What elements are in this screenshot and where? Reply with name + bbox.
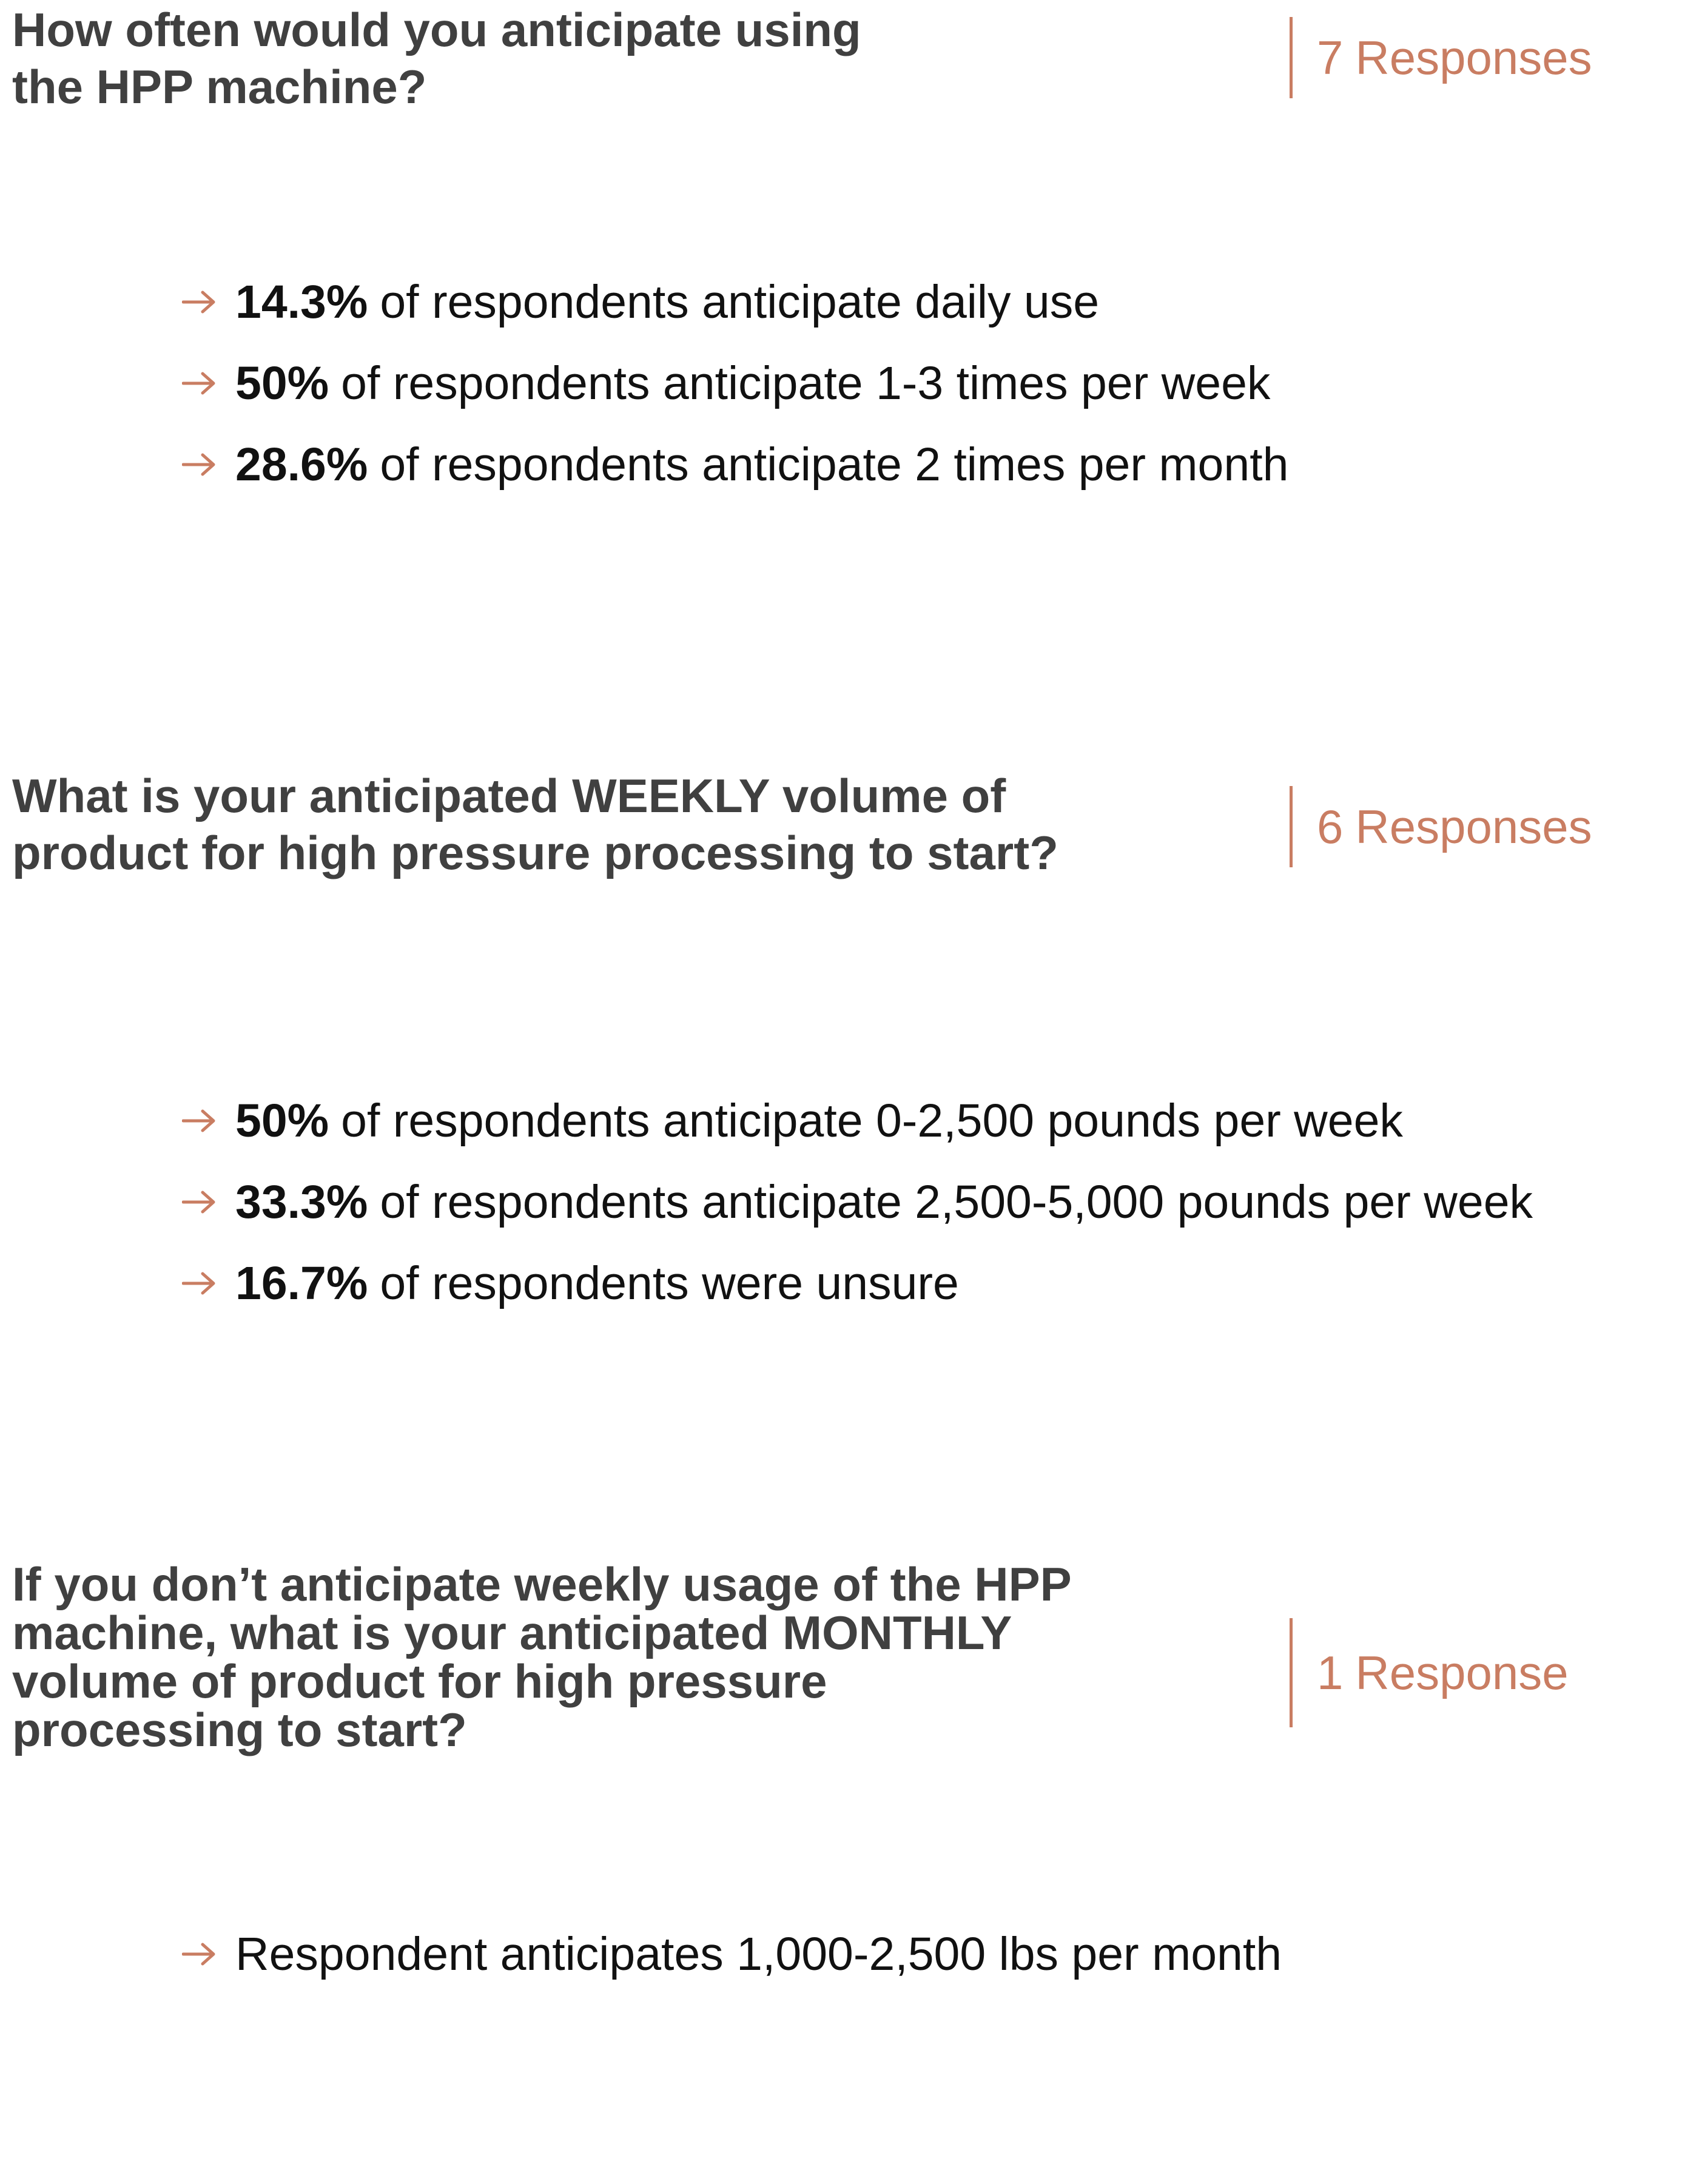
response-count: 7 (1317, 30, 1344, 84)
list-item (182, 1172, 1533, 1232)
response-label: Responses (1355, 30, 1592, 84)
percentage: 50% (235, 357, 329, 409)
response-count-badge-2 (1290, 786, 1592, 867)
response-count: 1 (1317, 1645, 1344, 1699)
list-item (182, 1924, 1282, 1984)
response-count: 6 (1317, 799, 1344, 853)
question-3-line-1: If you don’t anticipate weekly usage of the HPP (12, 1557, 1072, 1611)
percentage: 28.6% (235, 438, 368, 491)
item-text: of respondents anticipate daily use (380, 275, 1100, 328)
item-text: of respondents anticipate 2 times per month (380, 438, 1289, 491)
list-item (182, 1090, 1403, 1151)
item-text: of respondents anticipate 2,500-5,000 pounds per week (380, 1175, 1533, 1228)
question-2-line-1: What is your anticipated WEEKLY volume of (12, 769, 1006, 822)
response-count-badge-3 (1290, 1618, 1569, 1727)
arrow-right-icon (182, 290, 217, 314)
percentage: 33.3% (235, 1175, 368, 1228)
arrow-right-icon (182, 1109, 217, 1133)
question-2 (12, 767, 1058, 881)
item-text: of respondents anticipate 0-2,500 pounds per week (341, 1094, 1403, 1147)
item-text: Respondent anticipates 1,000-2,500 lbs per month (235, 1927, 1282, 1980)
list-item (182, 353, 1270, 414)
percentage: 50% (235, 1094, 329, 1147)
question-3-line-3: volume of product for high pressure (12, 1655, 827, 1708)
list-item (182, 272, 1099, 332)
arrow-right-icon (182, 1271, 217, 1295)
question-1-line-2: the HPP machine? (12, 60, 427, 113)
percentage: 14.3% (235, 275, 368, 328)
percentage: 16.7% (235, 1257, 368, 1309)
question-1 (12, 1, 861, 115)
item-text: of respondents were unsure (380, 1257, 959, 1309)
list-item (182, 434, 1288, 495)
question-3 (12, 1557, 1072, 1756)
list-item (182, 1253, 959, 1314)
arrow-right-icon (182, 1190, 217, 1214)
question-3-line-2: machine, what is your anticipated MONTHLY (12, 1606, 1012, 1659)
response-label: Response (1355, 1645, 1569, 1699)
question-3-line-4: processing to start? (12, 1703, 467, 1756)
question-1-line-1: How often would you anticipate using (12, 3, 861, 56)
response-count-badge-1 (1290, 17, 1592, 98)
item-text: of respondents anticipate 1-3 times per week (341, 357, 1271, 409)
question-2-line-2: product for high pressure processing to start? (12, 826, 1058, 879)
arrow-right-icon (182, 452, 217, 477)
arrow-right-icon (182, 371, 217, 395)
arrow-right-icon (182, 1942, 217, 1966)
response-label: Responses (1355, 799, 1592, 853)
